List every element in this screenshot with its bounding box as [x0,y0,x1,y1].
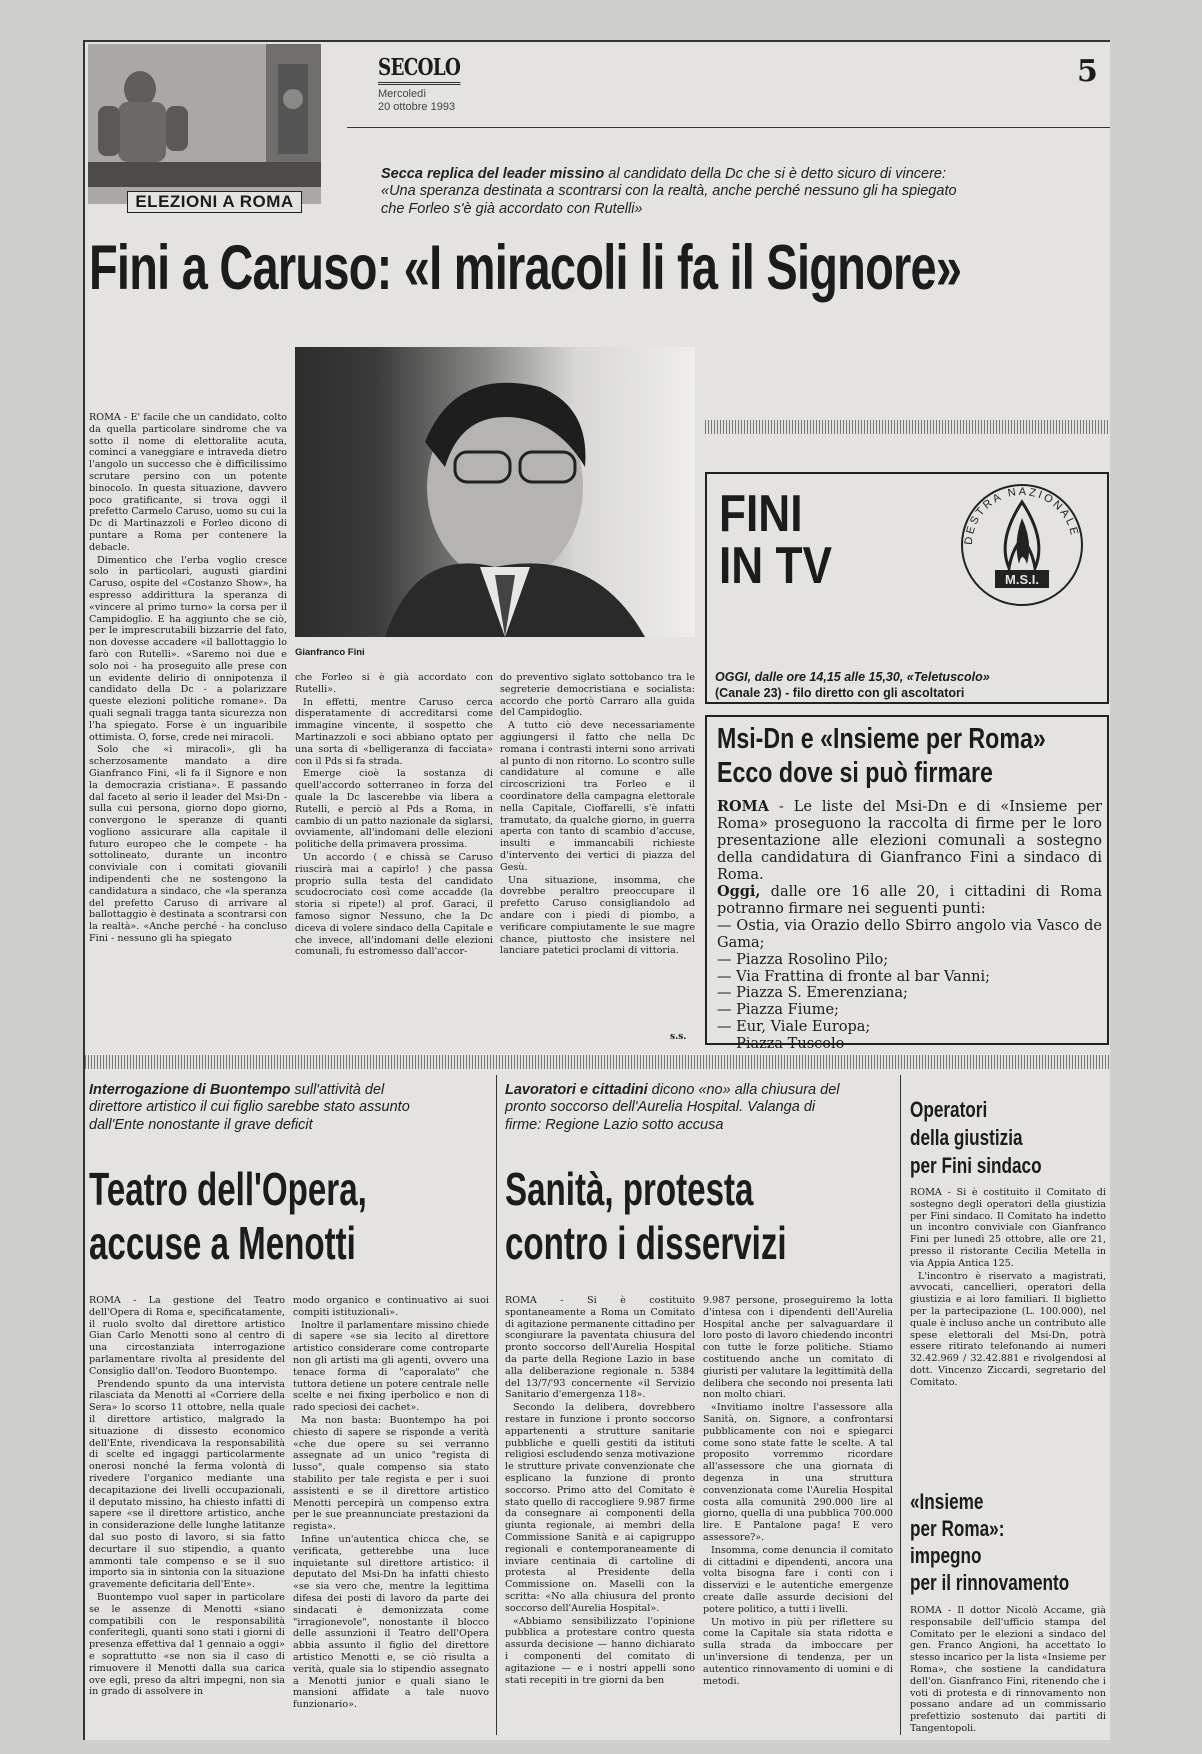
firme-text: - Le liste del Msi-Dn e di «Insieme per Roma» proseguono la raccolta di firme per le loro presentazione alle elezioni comunali a sostegno della candidatura di Gianfranco Fini a sindaco di Roma. [717,799,1102,883]
sanita-col2 [703,1295,893,1735]
opera-col1 [89,1295,285,1735]
paragraph: Insomma, come denuncia il comitato di cittadini e dipendenti, ancora una volta bisogna fare i conti con i disservizi e le autentiche emergenze create dalle assurde decisioni del potere politico, a tutti i livelli. [703,1544,893,1615]
operatori-headline-1: Operatori [910,1097,988,1122]
operatori-body [910,1187,1106,1477]
top-article-col3 [500,672,695,1028]
sanita-headline1: Sanità, protesta [505,1163,754,1215]
paragraph: modo organico e continuativo ai suoi compiti istituzionali». [293,1295,489,1318]
list-item: — Eur, Viale Europa; [717,1019,871,1036]
top-kicker-lead: Secca replica del leader missino [381,166,605,182]
paragraph: ROMA - Il dottor Nicolò Accame, già responsabile dell'ufficio stampa del Comitato per le elezioni a sindaco del gen. Franco Angioni, ha accettato lo stesso incarico per la lista «Insieme per Roma», che sostiene la candidatura dell'on. Gianfranco Fini, ritenendo che i voti di protesta e di rinnovamento non possano andare ad un commissario prefettizio sostenuto dai partiti di Tangentopoli. [910,1605,1106,1734]
firme-body [717,799,1102,1053]
tv-title-line1: FINI [719,485,803,543]
list-item: — Ostia, via Orazio dello Sbirro angolo via Vasco de Gama; [717,917,1102,951]
list-item: — Via Frattina di fronte al bar Vanni; [717,968,990,985]
paragraph: Secondo la delibera, dovrebbero restare in funzione i pronto soccorso appartenenti a strutture sanitarie pubbliche e quelli gestiti da istituti religiosi escludendo senza motivazione le strutture private convenzionate che esplicano la funzione di pronto soccorso. Primo atto del Comitato è stato quello di raccogliere 9.987 firme da consegnare ai componenti della giunta regionale, ai membri della Commissione Sanità e ai capigruppo regionali e contemporaneamente di inviare centinaia di cartoline di protesta al Presidente della Commissione on. Maselli con la scritta: «No alla chiusura del pronto soccorso dell'Aurelia Hospital». [505,1402,695,1614]
paragraph: A tutto ciò deve necessariamente aggiungersi il fatto che nella Dc romana i contrasti interni sono arrivati al punto di non ritorno. Lo scontro sulle candidature al comune e alle circoscrizioni tra Forleo e il coordinatore della campagna elettorale nella Capitale, Cioffarelli, s'è infatti tramutato, da qualche giorno, in guerra aperta con tanto di scambio d'accuse, insulti e immancabili richieste d'intervento dei vertici di piazza del Gesù. [500,720,695,873]
tv-box-top-hatch [705,420,1109,434]
paragraph: Ma non basta: Buontempo ha poi chiesto di sapere se risponde a verità «che due opere su sei verranno assegnate ad un unico "regista di lusso", quale compenso sia stato stabilito per tale regista e per i suoi assistenti e se il direttore artistico Menotti percepirà un compenso extra per le sue preannunciate prestazioni da regista». [293,1414,489,1533]
section-label: ELEZIONI A ROMA [127,191,302,213]
paragraph: che Forleo si è già accordato con Rutelli». [295,672,493,695]
sanita-kicker-lead: Lavoratori e cittadini [505,1082,648,1098]
paragraph: Buontempo vuol saper in particolare se le assenze di Menotti «siano compatibili con le responsabilità conferitegli, quanti sono stati i giorni di presenza effettiva dal 1 gennaio a oggi» e soprattutto «se non sia il caso di rimuovere il Menotti dalla sua carica ove egli, preso da altri impegni, non sia in grado di assolvere in [89,1591,285,1698]
paragraph: do preventivo siglato sottobanco tra le segreterie democristiana e socialista: accordo che portò Carraro alla guida del Campidoglio. [500,672,695,719]
paper-name: SECOLO [378,54,460,85]
column-divider [900,1075,901,1735]
paragraph: Un motivo in più per riflettere su come la Capitale sia stata ridotta e sulla strada da imboccare per un'inversione di tendenza, per un autentico rinnovamento di uomini e di metodi. [703,1616,893,1687]
firme-lead: ROMA [717,798,769,815]
top-kicker-text: al candidato della Dc che si è detto sicuro di vincere: «Una speranza destinata a scontrarsi con la realtà, anche perché nessuno gli ha spiegato che Forleo s'è già accordato con Rutelli» [381,166,957,217]
paragraph: Infine un'autentica chicca che, se verificata, getterebbe una luce inquietante sul direttore artistico: il deputato del Msi-Dn ha infatti chiesto «se sia vero che, mentre la legittima difesa dei posti di lavoro da parte dei sindacati è demonizzata come "irragionevole", nonostante il blocco delle assunzioni il Teatro dell'Opera abbia assunto il figlio del direttore artistico Menotti e, se ciò risulta a verità, quale sia lo stipendio assegnato a Menotti junior e quali siano le mansioni affidate a tale nuovo funzionario». [293,1533,489,1711]
tv-schedule-line1 [715,670,990,684]
paragraph: L'incontro è riservato a magistrati, avvocati, cancellieri, operatori della giustizia e ai loro familiari. Il biglietto per la partecipazione (L. 100.000), nel quale è incluso anche un contributo alle spese elettorali del Msi-Dn, potrà essere ritirato telefonando ai numeri 32.42.969 / 32.42.881 e rivolgendosi al dott. Vincenzo Ziccardi, segretario del Comitato. [910,1270,1106,1388]
paragraph: Una situazione, insomma, che dovrebbe peraltro preoccupare il prefetto Caruso consigliandolo ad andare con i piedi di piombo, a verificare compiutamente le sue magre chance, piuttosto che insistere nel lanciare patetici proclami di vittoria. [500,874,695,957]
paragraph: Un accordo ( e chissà se Caruso riuscirà mai a capirlo! ) che passa proprio sulla testa del candidato scudocrociato così come accadde (la storia si ripete!) al prof. Garaci, il famoso signor Nessuno, che la Dc diceva di volere sindaco della Capitale e che invece, all'indomani delle elezioni comunali, fu estromesso dall'accor- [295,851,493,958]
monument-illustration [88,44,321,204]
paragraph: ROMA - Si è costituito spontaneamente a Roma un Comitato di agitazione permanente cittadino per scongiurare la paventata chiusura del pronto soccorso dell'Aurelia Hospital da parte della Regione Lazio in base alla deliberazione regionale n. 5384 del 13/7/'93 concernente «il Servizio Sanitario d'emergenza 118». [505,1295,695,1401]
issue-date: 20 ottobre 1993 [378,101,456,113]
paragraph: Inoltre il parlamentare missino chiede di sapere «se sia lecito al direttore artistico considerare come controparte non gli artisti ma gli agenti, ovvero una tenace forma di "caporalato" che tuttora detiene un potere centrale nelle scelte e nei fixing iperbolico e non di rado speciosi dei cachet». [293,1319,489,1414]
header-photo [88,44,321,204]
tv-schedule-line2: (Canale 23) - filo diretto con gli ascoltatori [715,686,965,700]
msi-flame-logo [957,480,1087,610]
paragraph: ROMA - Si è costituito il Comitato di sostegno degli operatori della giustizia per Fini sindaco. Il Comitato ha indetto un incontro conviviale con Gianfranco Fini per lunedì 25 ottobre, alle ore 21, presso il ristorante Cecilia Metella in via Appia Antica 125. [910,1187,1106,1269]
firme-oggi-text: dalle ore 16 alle 20, i cittadini di Roma potranno firmare nei seguenti punti: [717,883,1102,917]
list-item: — Piazza Fiume; [717,1002,839,1019]
operatori-headline-2: della giustizia [910,1125,1023,1150]
paragraph: ROMA - E' facile che un candidato, colto da quella particolare sindrome che va sotto il nome di elettoralite acuta, cominci a vaneggiare e intraveda dietro l'angolo un successo che è difficilissimo scrutare persino con un potente binocolo. In questa situazione, davvero poco gratificante, si trova oggi il prefetto Carmelo Caruso, uomo su cui la Dc di Martinazzoli e Forleo dicono di puntare a Roma per contenere la debacle. [89,412,287,553]
paragraph: Prendendo spunto da una intervista rilasciata da Menotti al «Corriere della Sera» lo scorso 11 ottobre, nella quale il direttore artistico, malgrado la situazione di dissesto economico dell'Ente, rivendicava la responsabilità di scelte ed ingaggi particolarmente onerosi nonché la ferma volontà di rivedere l'organico mediante una decapitazione dei livelli occupazionali, il deputato missino, ha chiesto infatti di sapere «se il direttore artistico, anche in considerazione delle lunghe latitanze dal suo posto di lavoro, si sia fatto decurtare il suo stipendio, a quanto ammonti tale compenso e se il suo importo sia in sintonia con la situazione gravemente deficitaria dell'Ente». [89,1378,285,1591]
insieme-headline-2: per Roma»: [910,1516,1005,1541]
top-article-col2 [295,672,493,1044]
fini-photo [295,347,695,637]
top-kicker [381,166,961,218]
opera-headline2: accuse a Menotti [89,1217,356,1269]
paragraph: 9.987 persone, proseguiremo la lotta d'intesa con i dipendenti dell'Aurelia Hospital anche per salvaguardare il loro posto di lavoro chiedendo incontri con tutte le forze politiche. Stiamo costituendo anche un comitato di giuristi per valutare la legittimità della delibera che secondo noi presenta lati non molto chiari. [703,1295,893,1401]
firme-places-list [717,918,1102,1054]
list-item: — Piazza Rosolino Pilo; [717,951,889,968]
tv-box [705,472,1109,704]
firme-headline2: Ecco dove si può firmare [717,757,993,789]
insieme-headline-4: per il rinnovamento [910,1570,1070,1595]
paragraph: In effetti, mentre Caruso cerca disperatamente di accreditarsi come immagine vincente, il sospetto che Martinazzoli e soci abbiano optato per una sorta di «belligeranza di facciata» con il Pds si fa strada. [295,696,493,767]
opera-kicker [89,1082,439,1134]
sanita-kicker [505,1082,845,1134]
paragraph: Dimentico che l'erba voglio cresce solo in particolari, augusti giardini Caruso, ospite del «Costanzo Show», ha espresso addirittura la speranza di «vincere al primo turno» la corsa per il Campidoglio. E ha aggiunto che se ciò, per le imprescrutabili bizzarrie del fato, non dovesse accadere «il ballottaggio lo farò con Rutelli». «Saremo noi due e solo noi - ha proseguito alle prese con un evidente delirio di onnipotenza il candidato della Dc - a polarizzare queste elezioni politiche romane». Da quali segnali tragga tanta sicurezza non l'ha spiegato. Forse è un inguaribile ottimista. O, forse, crede nei miracoli. [89,554,287,743]
column-divider [496,1075,497,1735]
firme-oggi-lead: Oggi, [717,882,761,900]
sanita-kicker-text: dicono «no» alla chiusura del pronto soccorso dell'Aurelia Hospital. Valanga di firme: Regione Lazio sotto accusa [505,1082,840,1133]
paragraph: Solo che «i miracoli», gli ha scherzosamente mandato a dire Gianfranco Fini, «li fa il Signore e non la democrazia cristiana». E passando dal faceto al serio il leader del Msi-Dn - sulla cui persona, giorno dopo giorno, convergono le speranze di quanti vogliono assicurare alla capitale il futuro europeo che le compete - ha sottolineato, durante un incontro conviviale con i comitati giovanili indipendenti che ne sostengono la candidatura a sindaco, che «la speranza del prefetto Caruso di arrivare al ballottaggio è destinata a scontrarsi con la realtà». «Anche perché - ha concluso Fini - nessuno gli ha spiegato [89,744,287,945]
list-item: — Piazza Tuscolo [717,1036,845,1053]
section-separator [85,1055,1110,1069]
paragraph: ROMA - La gestione del Teatro dell'Opera di Roma e, specificatamente, il ruolo svolto dal direttore artistico Gian Carlo Menotti sono al centro di una circostanziata interrogazione parlamentare rivolta al presidente del Consiglio dall'on. Teodoro Buontempo. [89,1295,285,1377]
masthead-rule [347,127,1110,128]
photo-caption: Gianfranco Fini [295,647,365,658]
sanita-headline2: contro i disservizi [505,1217,787,1269]
portrait-illustration [295,347,695,637]
top-headline: Fini a Caruso: «I miracoli li fa il Signore» [89,233,962,303]
article-signature: s.s. [670,1032,687,1042]
insieme-body [910,1605,1106,1735]
opera-headline1: Teatro dell'Opera, [89,1163,367,1215]
operatori-headline-3: per Fini sindaco [910,1153,1042,1178]
opera-col2 [293,1295,489,1735]
firme-headline1: Msi-Dn e «Insieme per Roma» [717,723,1046,755]
issue-day: Mercoledì [378,88,427,100]
sanita-col1 [505,1295,695,1735]
paragraph: «Abbiamo sensibilizzato l'opinione pubblica a protestare contro questa assurda decisione — hanno dichiarato i componenti del comitato di agitazione — e i nostri appelli sono stati recepiti in tre giorni da ben [505,1615,695,1686]
opera-kicker-lead: Interrogazione di Buontempo [89,1082,291,1098]
tv-schedule-lead: OGGI, dalle ore 14,15 alle 15,30, «Teletuscolo» [715,670,990,684]
top-article-col1 [89,412,287,1044]
paragraph: Emerge cioè la sostanza di quell'accordo sotterraneo in forza del quale la Dc lascerebbe via libera a Rutelli, e perciò al Pds a Roma, in cambio di un patto nazionale da siglarsi, ovviamente, all'indomani delle elezioni politiche della primavera prossima. [295,768,493,851]
list-item: — Piazza S. Emerenziana; [717,985,908,1002]
insieme-headline-3: impegno [910,1543,982,1568]
firme-box [705,715,1109,1053]
logo-badge-text: M.S.I. [1005,572,1039,587]
insieme-headline-1: «Insieme [910,1489,984,1514]
opera-kicker-text: sull'attività del direttore artistico il cui figlio sarebbe stato assunto dall'Ente nonostante il grave deficit [89,1082,410,1133]
logo-ring-text: DESTRA NAZIONALE [962,485,1081,546]
tv-title-line2: IN TV [719,537,832,595]
page-number: 5 [1077,54,1098,89]
paragraph: «Invitiamo inoltre l'assessore alla Sanità, on. Signore, a confrontarsi pubblicamente con noi e spiegarci come sono state fatte le scelte. A tal proposito vorremmo ricordare all'assessore che una giornata di degenza in una struttura convenzionata come l'Aurelia Hospital costa alla comunità 290.000 lire al giorno, quella di una pubblica 700.000 lire. E Pantalone paga! E vero assessore?». [703,1402,893,1543]
newspaper-page [83,40,1110,1740]
